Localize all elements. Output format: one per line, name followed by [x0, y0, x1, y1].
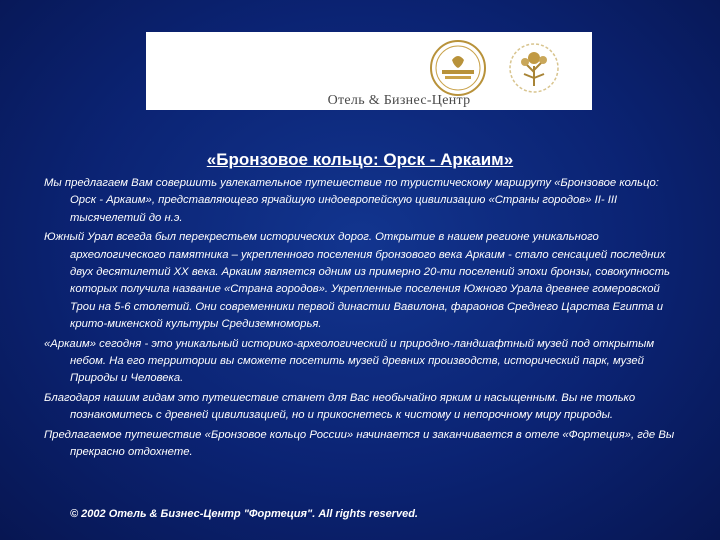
bronze-ring-tree-icon: [504, 38, 564, 98]
hotel-emblem-icon: [428, 38, 488, 98]
paragraph-4: Благодаря нашим гидам это путешествие станет для Вас необычайно ярким и насыщенным. Вы не только познакомитесь с древней цивилизацией, но и прикоснетесь к чистому и непорочному миру природы.: [44, 391, 636, 422]
paragraph-3: «Аркаим» сегодня - это уникальный историко-археологический и природно-ландшафтный музей под открытым небом. На его территории вы сможете посетить музей древних производств, исторический парк, музей Природы и Человека.: [44, 337, 655, 385]
article-body: [44, 175, 680, 464]
page-title: «Бронзовое кольцо: Орск - Аркаим»: [206, 150, 514, 169]
copyright-footer: © 2002 Отель & Бизнес-Центр "Фортеция". All rights reserved.: [70, 508, 418, 520]
paragraph-1: Мы предлагаем Вам совершить увлекательное путешествие по туристическому маршруту «Бронзовое кольцо: Орск - Аркаим», представляющего ярчайшую индоевропейскую цивилизацию «Страны городов» II- III тысячелетий до н.э.: [44, 177, 659, 224]
banner-caption: Отель & Бизнес-Центр: [327, 93, 471, 108]
paragraph-5: Предлагаемое путешествие «Бронзовое кольцо России» начинается и заканчивается в отеле «Фортеция», где Вы прекрасно отдохнете.: [44, 428, 675, 459]
paragraph-2: Южный Урал всегда был перекрестьем исторических дорог. Открытие в нашем регионе уникального археологического памятника – укрепленного поселения бронзового века Аркаим - стало сенсацией последних двух десятилетий XX века. Аркаим является одним из примерно 20-ти поселений эпохи бронзы, совокупность которых получила название «Страна городов». Укрепленные поселения Южного Урала древнее гомеровской Трои на 5-6 столетий. Они современники первой династии Вавилона, фараонов Среднего Царства Египта и крито-микенской культуры Средиземноморья.: [44, 231, 670, 331]
hotel-banner: [146, 32, 592, 110]
